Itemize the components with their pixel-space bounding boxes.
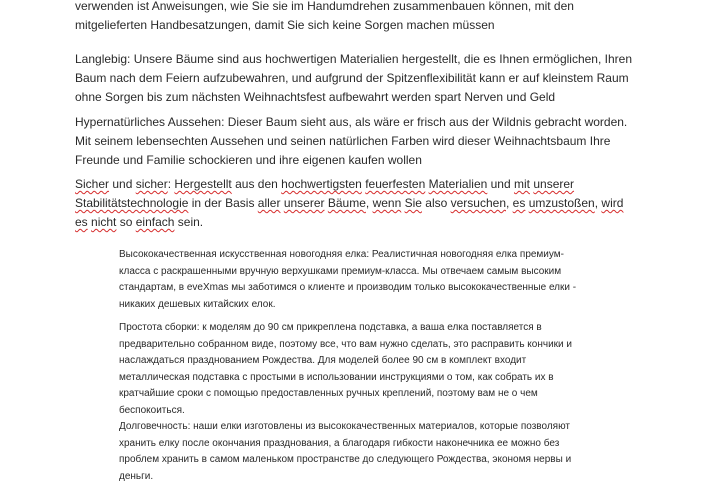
spellcheck-word: sicher	[135, 177, 168, 191]
text-line: Langlebig: Unsere Bäume sind aus hochwertigen Materialien hergestellt, die es Ihnen ermöglichen, Ihren	[75, 52, 632, 66]
spellcheck-word: wenn	[372, 196, 402, 210]
spellcheck-word: Bäume	[327, 196, 366, 210]
spellcheck-word: nicht	[91, 215, 117, 229]
text-line: стандартам, в eveXmas мы заботимся о клиенте и производим только высококачественные елки -	[119, 282, 577, 293]
text-fragment: in der Basis	[188, 196, 258, 210]
spellcheck-word: umzustoßen	[528, 196, 595, 210]
russian-paragraph-quality	[119, 247, 589, 313]
spellcheck-word: es	[512, 196, 526, 210]
text-line: Простота сборки: к моделям до 90 см прикреплена подставка, а ваша елка поставляется в	[119, 322, 542, 333]
spellcheck-word: einfach	[135, 215, 175, 229]
spellcheck-word: unserer	[533, 177, 575, 191]
text-line: verwenden ist Anweisungen, wie Sie sie im Handumdrehen zusammenbauen können, mit den	[75, 0, 574, 13]
text-line: наслаждаться празднованием Рождества. Для моделей более 90 см в комплект входит	[119, 355, 527, 366]
text-fragment: sein.	[174, 215, 204, 229]
spellcheck-word: unserer	[283, 196, 325, 210]
spellcheck-word: Sicher	[75, 177, 110, 191]
spellcheck-word: es	[75, 215, 88, 229]
text-line: Долговечность: наши елки изготовлены из высококачественных материалов, которые позволяют	[119, 421, 570, 432]
text-line: деньги.	[119, 470, 154, 482]
text-line: беспокоиться.	[119, 404, 185, 416]
text-line: Freunde und Familie schockieren und ihre eigenen kaufen wollen	[75, 153, 422, 167]
text-fragment: ,	[365, 196, 373, 210]
spellcheck-word: Hergestellt	[174, 177, 232, 191]
text-line: mitgelieferten Handbesatzungen, damit Sie sich keine Sorgen machen müssen	[75, 18, 495, 32]
german-paragraph-safety	[75, 175, 635, 232]
spellcheck-word: hochwertigsten	[281, 177, 362, 191]
text-fragment: ,	[506, 196, 513, 210]
text-line: кратчайшие сроки с помощью предоставленных ручных креплений, поэтому вам не о чем	[119, 388, 538, 399]
german-paragraph-assembly	[75, 0, 635, 35]
text-line: Baum nach dem Feiern aufzubewahren, und aufgrund der Spitzenflexibilität kann er auf kleinstem Raum	[75, 71, 629, 85]
text-line: Mit seinem lebensechten Aussehen und seinen natürlichen Farben wird dieser Weihnachtsbaum Ihre	[75, 134, 611, 148]
text-line: предварительно собранном виде, поэтому все, что вам нужно сделать, это расправить кончики и	[119, 338, 572, 350]
text-fragment: und	[109, 177, 136, 191]
text-line: никаких дешевых китайских елок.	[119, 298, 276, 310]
text-fragment: also	[421, 196, 451, 210]
text-line: ohne Sorgen bis zum nächsten Weihnachtsfest aufbewahrt werden spart Nerven und Geld	[75, 90, 556, 104]
russian-paragraph-assembly	[119, 320, 589, 419]
spellcheck-word: wird	[601, 196, 624, 210]
text-fragment: und	[487, 177, 514, 191]
spellcheck-word: Materialien	[428, 177, 488, 191]
text-fragment: :	[167, 177, 175, 191]
text-fragment: ,	[594, 196, 602, 210]
text-line: Hypernatürliches Aussehen: Dieser Baum sieht aus, als wäre er frisch aus der Wildnis gebracht worden.	[75, 115, 628, 129]
text-fragment: aus den	[231, 177, 282, 191]
spellcheck-word: Sie	[404, 196, 422, 210]
spellcheck-word: aller	[257, 196, 281, 210]
spellcheck-word: versuchen	[450, 196, 506, 210]
text-line: металлическая подставка с простыми в использовании инструкциями о том, как собрать их в	[119, 371, 554, 383]
russian-paragraph-durability	[119, 419, 589, 485]
text-line: проблем хранить в самом маленьком пространстве до следующего Рождества, экономя нервы и	[119, 454, 572, 465]
spellcheck-word: feuerfesten	[365, 177, 426, 191]
spellcheck-word: mit	[514, 177, 530, 191]
german-paragraph-durable	[75, 50, 635, 107]
text-line: хранить елку после окончания празднования, а благодаря гибкости наконечника ее можно без	[119, 437, 560, 449]
german-paragraph-appearance	[75, 113, 635, 170]
text-fragment: so	[116, 215, 136, 229]
spellcheck-word: Stabilitätstechnologie	[75, 196, 189, 210]
text-line: класса с раскрашенными вручную верхушками премиум-класса. Мы отвечаем самым высоким	[119, 265, 562, 277]
text-line: Высококачественная искусственная новогодняя елка: Реалистичная новогодняя елка премиум-	[119, 249, 564, 260]
